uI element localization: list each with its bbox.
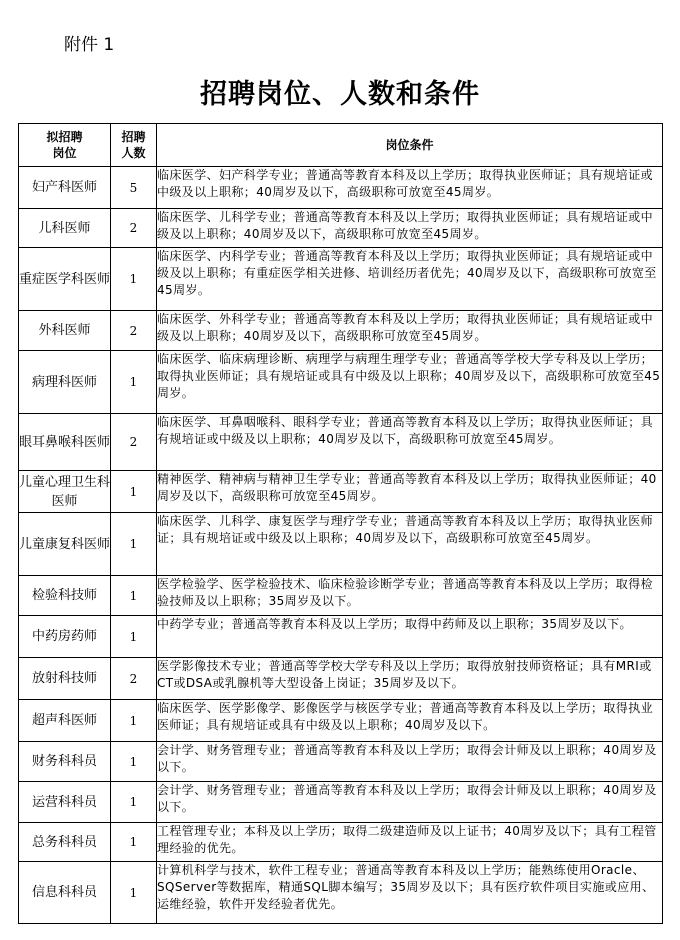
post-count: 1 [111,862,157,924]
post-conditions: 临床医学、内科学专业；普通高等教育本科及以上学历；取得执业医师证；具有规培证或中级及以上职称；有重症医学相关进修、培训经历者优先；40周岁及以下，高级职称可放宽至45周岁。 [157,248,663,311]
attachment-label: 附件 1 [64,35,115,55]
header-count [111,124,157,167]
post-name: 儿童心理卫生科医师 [19,471,111,513]
post-count: 1 [111,471,157,513]
post-conditions: 工程管理专业；本科及以上学历；取得二级建造师及以上证书；40周岁及以下；具有工程管理经验的优先。 [157,823,663,862]
document-title: 招聘岗位、人数和条件 [200,79,480,110]
post-count: 1 [111,513,157,576]
table-row [19,782,663,823]
table-row [19,823,663,862]
post-count: 2 [111,658,157,700]
post-name: 中药房药师 [19,616,111,658]
table-row [19,658,663,700]
post-conditions: 临床医学、儿科学专业；普通高等教育本科及以上学历；取得执业医师证；具有规培证或中级及以上职称；40周岁及以下，高级职称可放宽至45周岁。 [157,209,663,248]
post-conditions: 精神医学、精神病与精神卫生学专业；普通高等教育本科及以上学历；取得执业医师证；40周岁及以下，高级职称可放宽至45周岁。 [157,471,663,513]
header-post [19,124,111,167]
table-row [19,414,663,471]
post-conditions: 临床医学、儿科学、康复医学与理疗学专业；普通高等教育本科及以上学历；取得执业医师证；具有规培证或中级及以上职称；40周岁及以下，高级职称可放宽至45周岁。 [157,513,663,576]
post-name: 运营科科员 [19,782,111,823]
table-row [19,616,663,658]
post-name: 超声科医师 [19,700,111,742]
post-count: 2 [111,414,157,471]
table-row [19,471,663,513]
post-count: 1 [111,616,157,658]
post-conditions: 计算机科学与技术，软件工程专业；普通高等教育本科及以上学历；能熟练使用Oracle、SQServer等数据库，精通SQL脚本编写；35周岁及以下；具有医疗软件项目实施或应用、运维经验，软件开发经验者优先。 [157,862,663,924]
header-post-label: 拟招聘岗位 [46,130,83,160]
table-row [19,513,663,576]
header-row [19,124,663,167]
post-count: 1 [111,248,157,311]
table-row [19,576,663,616]
table-row [19,209,663,248]
post-conditions: 会计学、财务管理专业；普通高等教育本科及以上学历；取得会计师及以上职称；40周岁及以下。 [157,742,663,782]
table-row [19,248,663,311]
post-conditions: 临床医学、耳鼻咽喉科、眼科学专业；普通高等教育本科及以上学历；取得执业医师证；具有规培证或中级及以上职称；40周岁及以下，高级职称可放宽至45周岁。 [157,414,663,471]
post-conditions: 临床医学、医学影像学、影像医学与核医学专业；普通高等教育本科及以上学历；取得执业医师证；具有规培证或具有中级及以上职称；40周岁及以下。 [157,700,663,742]
post-name: 总务科科员 [19,823,111,862]
post-conditions: 临床医学、临床病理诊断、病理学与病理生理学专业；普通高等学校大学专科及以上学历；取得执业医师证；具有规培证或具有中级及以上职称；40周岁及以下，高级职称可放宽至45周岁。 [157,351,663,414]
post-name: 儿科医师 [19,209,111,248]
post-name: 外科医师 [19,311,111,351]
post-name: 放射科技师 [19,658,111,700]
post-conditions: 医学影像技术专业；普通高等学校大学专科及以上学历；取得放射技师资格证；具有MRI或CT或DSA或乳腺机等大型设备上岗证；35周岁及以下。 [157,658,663,700]
table-row [19,700,663,742]
post-name: 儿童康复科医师 [19,513,111,576]
post-name: 信息科科员 [19,862,111,924]
table-row [19,742,663,782]
table-row [19,311,663,351]
post-count: 2 [111,209,157,248]
post-conditions: 中药学专业；普通高等教育本科及以上学历；取得中药师及以上职称；35周岁及以下。 [157,616,663,658]
header-conditions: 岗位条件 [157,124,663,167]
post-conditions: 临床医学、外科学专业；普通高等教育本科及以上学历；取得执业医师证；具有规培证或中级及以上职称；40周岁及以下，高级职称可放宽至45周岁。 [157,311,663,351]
post-count: 1 [111,742,157,782]
post-name: 眼耳鼻喉科医师 [19,414,111,471]
post-count: 1 [111,823,157,862]
recruitment-table [18,123,663,924]
table-row [19,351,663,414]
table-row [19,167,663,209]
post-conditions: 会计学、财务管理专业；普通高等教育本科及以上学历；取得会计师及以上职称；40周岁及以下。 [157,782,663,823]
post-name: 重症医学科医师 [19,248,111,311]
table-row [19,862,663,924]
post-conditions: 医学检验学、医学检验技术、临床检验诊断学专业；普通高等教育本科及以上学历；取得检验技师及以上职称；35周岁及以下。 [157,576,663,616]
post-count: 1 [111,351,157,414]
header-count-label: 招聘人数 [121,130,146,160]
post-name: 财务科科员 [19,742,111,782]
post-name: 病理科医师 [19,351,111,414]
post-count: 1 [111,782,157,823]
post-count: 2 [111,311,157,351]
post-count: 1 [111,576,157,616]
post-name: 妇产科医师 [19,167,111,209]
post-count: 5 [111,167,157,209]
post-conditions: 临床医学、妇产科学专业；普通高等教育本科及以上学历；取得执业医师证；具有规培证或中级及以上职称；40周岁及以下，高级职称可放宽至45周岁。 [157,167,663,209]
post-name: 检验科技师 [19,576,111,616]
post-count: 1 [111,700,157,742]
